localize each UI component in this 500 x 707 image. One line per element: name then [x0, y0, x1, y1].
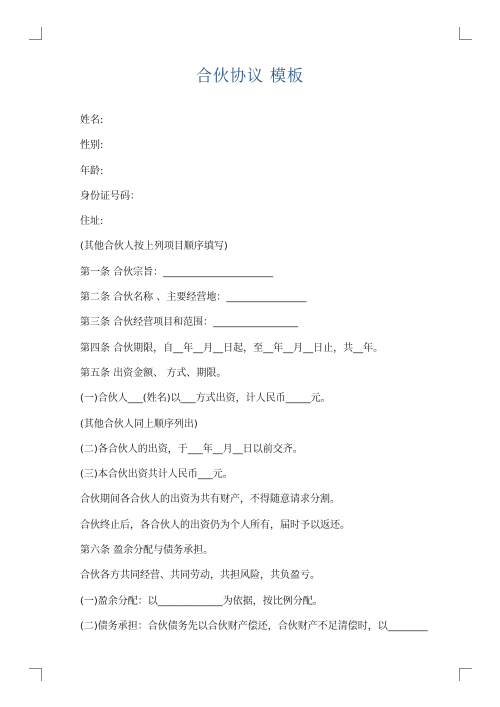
article-5-note: (其他合伙人同上顺序列出) [80, 418, 198, 430]
field-name: 姓名: [80, 115, 104, 126]
article-2: 第二条 合伙名称 、主要经营地：________________ [80, 292, 307, 304]
field-address: 住址: [80, 216, 104, 228]
crop-mark-bottom-left [29, 668, 42, 681]
article-5: 第五条 出资金额、 方式、期限。 [80, 367, 227, 379]
termination-return-clause: 合伙终止后，各合伙人的出资仍为个人所有，届时予以返还。 [80, 519, 350, 531]
article-5-item-3: (三)本合伙出资共计人民币___元。 [80, 469, 233, 481]
article-1: 第一条 合伙宗旨：______________________ [80, 266, 274, 278]
article-5-item-1: (一)合伙人___(姓名)以___方式出资，计人民币_____元。 [80, 393, 331, 405]
crop-mark-top-left [29, 27, 42, 40]
document-body [80, 108, 450, 639]
crop-mark-top-right [459, 27, 472, 40]
article-6-item-1: (一)盈余分配：以_____________为依据，按比例分配。 [80, 595, 323, 607]
article-6-item-2: (二)债务承担：合伙债务先以合伙财产偿还，合伙财产不足清偿时，以________ [80, 620, 428, 632]
other-partners-note: (其他合伙人按上列项目顺序填写) [80, 241, 228, 253]
article-6: 第六条 盈余分配与债务承担。 [80, 545, 214, 557]
crop-mark-bottom-right [459, 668, 472, 681]
article-6-intro: 合伙各方共同经营、共同劳动，共担风险，共负盈亏。 [80, 570, 320, 582]
document-title: 合伙协议 模板 [195, 66, 305, 85]
article-3: 第三条 合伙经营项目和范围：_________________ [80, 317, 299, 329]
field-gender: 性别: [80, 140, 104, 152]
field-id-number: 身份证号码： [80, 190, 140, 202]
joint-property-clause: 合伙期间各合伙人的出资为共有财产，不得随意请求分割。 [80, 494, 340, 506]
article-5-item-2: (二)各合伙人的出资，于___年__月__日以前交齐。 [80, 443, 303, 455]
field-age: 年龄: [80, 165, 104, 177]
article-4: 第四条 合伙期限，自__年__月__日起，至__年__月__日止，共__年。 [80, 342, 384, 354]
